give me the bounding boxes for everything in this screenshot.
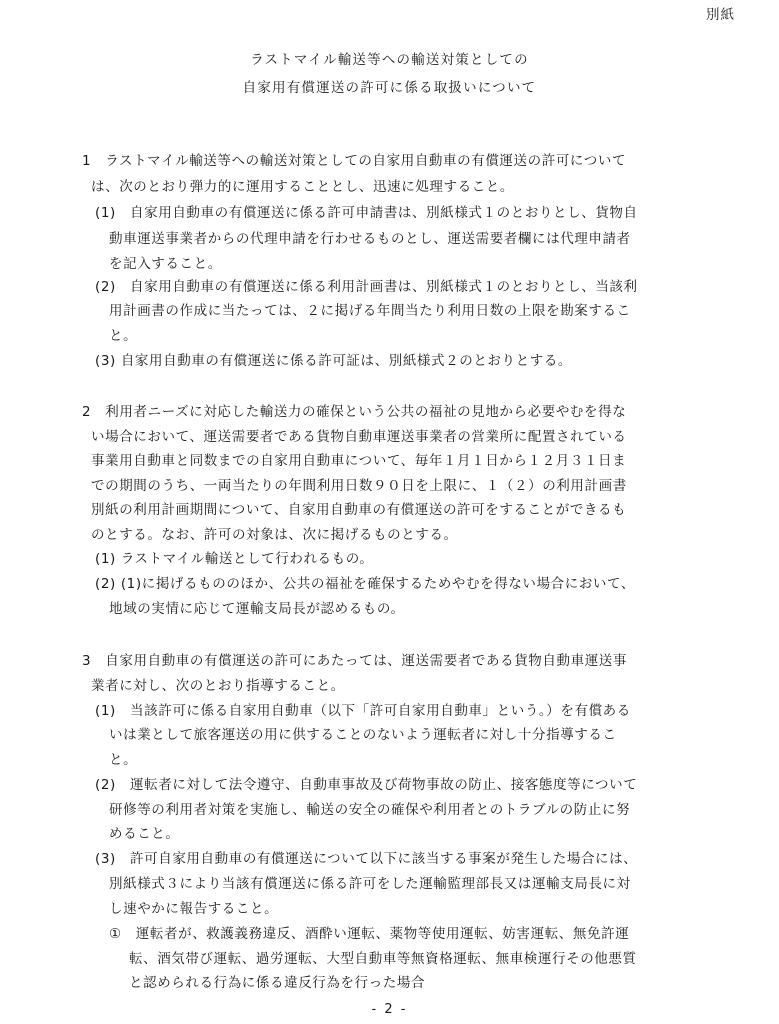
body-line: し速やかに報告すること。 — [109, 901, 279, 917]
body-line: と認められる行為に係る違反行為を行った場合 — [129, 975, 426, 991]
body-line: 事業用自動車と同数までの自家用自動車について、毎年１月１日から１２月３１日ま — [91, 453, 627, 469]
body-line: のとする。なお、許可の対象は、次に掲げるものとする。 — [91, 527, 458, 543]
body-line: での期間のうち、一両当たりの年間利用日数９０日を上限に、１（２）の利用計画書 — [91, 478, 627, 494]
body-line: いは業として旅客運送の用に供することのないよう運転者に対し十分指導するこ — [109, 727, 617, 743]
body-line: 地域の実情に応じて運輸支局長が認めるもの。 — [109, 601, 405, 617]
page-number: - 2 - — [371, 1002, 408, 1017]
body-line: ① 運転者が、救護義務違反、酒酔い運転、薬物等使用運転、妨害運転、無免許運 — [109, 926, 630, 942]
body-line: 用計画書の作成に当たっては、２に掲げる年間当たり利用日数の上限を勘案するこ — [109, 303, 631, 319]
body-line: 転、酒気帯び運転、過労運転、大型自動車等無資格運転、無車検運行その他悪質 — [129, 951, 637, 967]
body-line: 3 自家用自動車の有償運送の許可にあたっては、運送需要者である貨物自動車運送事 — [82, 653, 627, 669]
body-line: (3) 許可自家用自動車の有償運送について以下に該当する事案が発生した場合には、 — [95, 851, 638, 867]
body-line: 別紙の利用計画期間について、自家用自動車の有償運送の許可をすることができるも — [91, 502, 627, 518]
corner-label: 別紙 — [706, 7, 735, 23]
body-line: と。 — [109, 752, 138, 768]
body-line: (3) 自家用自動車の有償運送に係る許可証は、別紙様式２のとおりとする。 — [95, 353, 573, 369]
body-line: を記入すること。 — [109, 256, 222, 272]
body-line: 2 利用者ニーズに対応した輸送力の確保という公共の福祉の見地から必要やむを得な — [82, 404, 627, 420]
body-line: 1 ラストマイル輸送等への輸送対策としての自家用自動車の有償運送の許可について — [82, 153, 627, 169]
body-line: 研修等の利用者対策を実施し、輸送の安全の確保や利用者とのトラブルの防止に努 — [109, 802, 631, 818]
body-line: 動車運送事業者からの代理申請を行わせるものとし、運送需要者欄には代理申請者 — [109, 231, 631, 247]
body-line: (1) ラストマイル輸送として行われるもの。 — [95, 551, 374, 567]
body-line: (1) 自家用自動車の有償運送に係る許可申請書は、別紙様式１のとおりとし、貨物自 — [95, 205, 638, 221]
body-line: (2) 運転者に対して法令遵守、自動車事故及び荷物事故の防止、接客態度等について — [95, 777, 638, 793]
body-line: 別紙様式３により当該有償運送に係る許可をした運輸監理部長又は運輸支局長に対 — [109, 876, 631, 892]
body-line: (2) 自家用自動車の有償運送に係る利用計画書は、別紙様式１のとおりとし、当該利 — [95, 279, 638, 295]
title-line-1: ラストマイル輸送等への輸送対策としての — [250, 52, 529, 68]
title-line-2: 自家用有償運送の許可に係る取扱いについて — [242, 80, 537, 96]
body-line: 業者に対し、次のとおり指導すること。 — [91, 678, 345, 694]
body-line: (1) 当該許可に係る自家用自動車（以下「許可自家用自動車」という。）を有償ある — [95, 703, 631, 719]
body-line: は、次のとおり弾力的に運用することとし、迅速に処理すること。 — [91, 179, 514, 195]
body-line: と。 — [109, 328, 138, 344]
body-line: めること。 — [109, 826, 180, 842]
body-line: (2) (1)に掲げるもののほか、公共の福祉を確保するためやむを得ない場合において、 — [95, 576, 635, 592]
body-line: い場合において、運送需要者である貨物自動車運送事業者の営業所に配置されている — [91, 429, 627, 445]
